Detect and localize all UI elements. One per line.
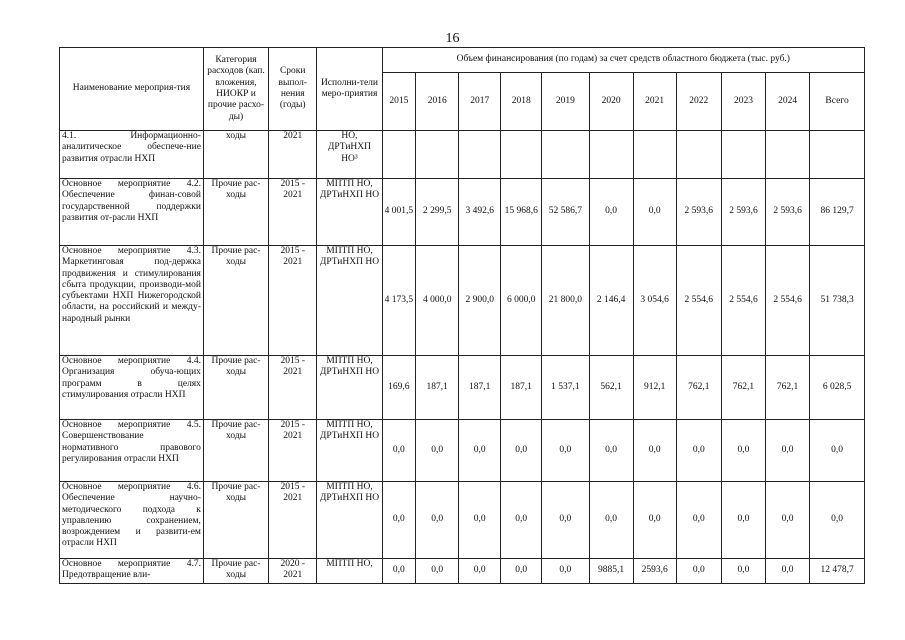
header-year: 2020 [589,73,633,131]
row-value: 2 593,6 [766,179,810,246]
row-term: 2015 - 2021 [269,482,317,559]
header-year: 2021 [633,73,676,131]
row-value: 1 537,1 [542,356,589,420]
row-value: 21 800,0 [542,246,589,356]
row-value: 2 554,6 [721,246,765,356]
row-value: 0,0 [589,179,633,246]
row-term: 2020 - 2021 [269,559,317,584]
row-value: 187,1 [416,356,459,420]
row-name: Основное мероприятие 4.2. Обеспечение финан-совой государственной поддержки развития от-расли НХП [60,179,204,246]
table-row [60,246,865,356]
row-value [542,131,589,179]
table-row [60,420,865,482]
row-category: Прочие рас-ходы [203,482,268,559]
header-year: 2022 [676,73,721,131]
row-value: 0,0 [721,559,765,584]
row-executors: НО, ДРТиНХП НО³ [317,131,382,179]
row-term: 2015 - 2021 [269,179,317,246]
row-total: 51 738,3 [810,246,865,356]
row-value [766,131,810,179]
header-year: 2023 [721,73,765,131]
row-value: 0,0 [416,420,459,482]
row-value: 0,0 [676,420,721,482]
header-category: Категория расходов (кап. вложения, НИОКР и прочие расхо-ды) [203,48,268,131]
row-value: 9885,1 [589,559,633,584]
row-value: 187,1 [459,356,501,420]
row-value: 0,0 [766,482,810,559]
row-value: 2 593,6 [721,179,765,246]
row-value: 0,0 [459,482,501,559]
row-value: 2 593,6 [676,179,721,246]
row-term: 2015 - 2021 [269,246,317,356]
row-executors: МПТП НО, ДРТиНХП НО [317,356,382,420]
row-value: 4 173,5 [382,246,416,356]
table-row [60,131,865,179]
header-term: Сроки выпол-нения (годы) [269,48,317,131]
row-value: 0,0 [382,420,416,482]
table-row [60,356,865,420]
header-name: Наименование мероприя-тия [60,48,204,131]
row-value: 15 968,6 [501,179,542,246]
row-value: 912,1 [633,356,676,420]
row-total: 86 129,7 [810,179,865,246]
row-value: 2 146,4 [589,246,633,356]
row-value: 2 900,0 [459,246,501,356]
row-value: 0,0 [416,482,459,559]
row-name: Основное мероприятие 4.4. Организация обуча-ющих программ в целях стимулирования отрасли НХП [60,356,204,420]
row-name: Основное мероприятие 4.3. Маркетинговая под-держка продвижения и стимулирования сбыта продукции, производи-мой субъектами НХП Нижегородской области, на российский и между-народный рынки [60,246,204,356]
row-value: 52 586,7 [542,179,589,246]
row-value: 0,0 [676,482,721,559]
row-value: 3 492,6 [459,179,501,246]
row-executors: МПТП НО, ДРТиНХП НО [317,482,382,559]
row-executors: МПТП НО, [317,559,382,584]
row-term: 2021 [269,131,317,179]
row-value [416,131,459,179]
row-category: ходы [203,131,268,179]
row-value: 0,0 [633,420,676,482]
row-value: 762,1 [766,356,810,420]
header-year: 2019 [542,73,589,131]
row-value: 0,0 [459,559,501,584]
row-name: Основное мероприятие 4.5. Совершенствование нормативного правового регулирования отрасли НХП [60,420,204,482]
row-value: 4 000,0 [416,246,459,356]
row-total: 0,0 [810,482,865,559]
row-category: Прочие рас-ходы [203,420,268,482]
row-value: 762,1 [721,356,765,420]
header-year: 2018 [501,73,542,131]
row-value: 0,0 [459,420,501,482]
row-value: 762,1 [676,356,721,420]
row-value: 0,0 [766,559,810,584]
row-value: 6 000,0 [501,246,542,356]
row-category: Прочие рас-ходы [203,246,268,356]
row-value: 0,0 [501,482,542,559]
row-total: 12 478,7 [810,559,865,584]
row-value: 0,0 [589,420,633,482]
row-executors: МПТП НО, ДРТиНХП НО [317,179,382,246]
table-row [60,179,865,246]
row-value: 169,6 [382,356,416,420]
row-name: 4.1. Информационно-аналитическое обеспече-ние развития отрасли НХП [60,131,204,179]
header-executors: Исполни-тели меро-приятия [317,48,382,131]
page-number: 16 [445,31,460,46]
row-value: 0,0 [416,559,459,584]
row-value: 0,0 [633,482,676,559]
table-row [60,482,865,559]
row-total: 6 028,5 [810,356,865,420]
row-value: 0,0 [721,482,765,559]
row-value [721,131,765,179]
row-value: 562,1 [589,356,633,420]
row-value: 0,0 [633,179,676,246]
row-value: 0,0 [589,482,633,559]
row-value [676,131,721,179]
row-term: 2015 - 2021 [269,420,317,482]
row-value: 0,0 [501,420,542,482]
row-executors: МПТП НО, ДРТиНХП НО [317,246,382,356]
row-value: 0,0 [542,559,589,584]
row-term: 2015 - 2021 [269,356,317,420]
row-value: 0,0 [501,559,542,584]
row-name: Основное мероприятие 4.7. Предотвращение вли- [60,559,204,584]
row-value: 0,0 [382,482,416,559]
row-value: 0,0 [766,420,810,482]
funding-table [59,47,865,584]
header-year: 2016 [416,73,459,131]
header-funding: Объем финансирования (по годам) за счет средств областного бюджета (тыс. руб.) [382,48,864,73]
row-category: Прочие рас-ходы [203,179,268,246]
header-year: 2017 [459,73,501,131]
table-row [60,559,865,584]
row-value: 187,1 [501,356,542,420]
header-total: Всего [810,73,865,131]
row-value [633,131,676,179]
row-value: 0,0 [676,559,721,584]
row-executors: МПТП НО, ДРТиНХП НО [317,420,382,482]
header-year: 2024 [766,73,810,131]
row-value: 2 554,6 [676,246,721,356]
row-value [459,131,501,179]
row-value [589,131,633,179]
row-value: 2 299,5 [416,179,459,246]
row-value: 3 054,6 [633,246,676,356]
row-value: 2 554,6 [766,246,810,356]
row-total [810,131,865,179]
header-year: 2015 [382,73,416,131]
row-value: 4 001,5 [382,179,416,246]
row-value: 0,0 [542,482,589,559]
row-value [501,131,542,179]
row-category: Прочие рас-ходы [203,356,268,420]
row-value: 0,0 [721,420,765,482]
row-category: Прочие рас-ходы [203,559,268,584]
row-value: 0,0 [542,420,589,482]
row-total: 0,0 [810,420,865,482]
row-name: Основное мероприятие 4.6. Обеспечение научно-методического подхода к управлению сохранением, возрождением и развити-ем отрасли НХП [60,482,204,559]
row-value [382,131,416,179]
row-value: 2593,6 [633,559,676,584]
row-value: 0,0 [382,559,416,584]
